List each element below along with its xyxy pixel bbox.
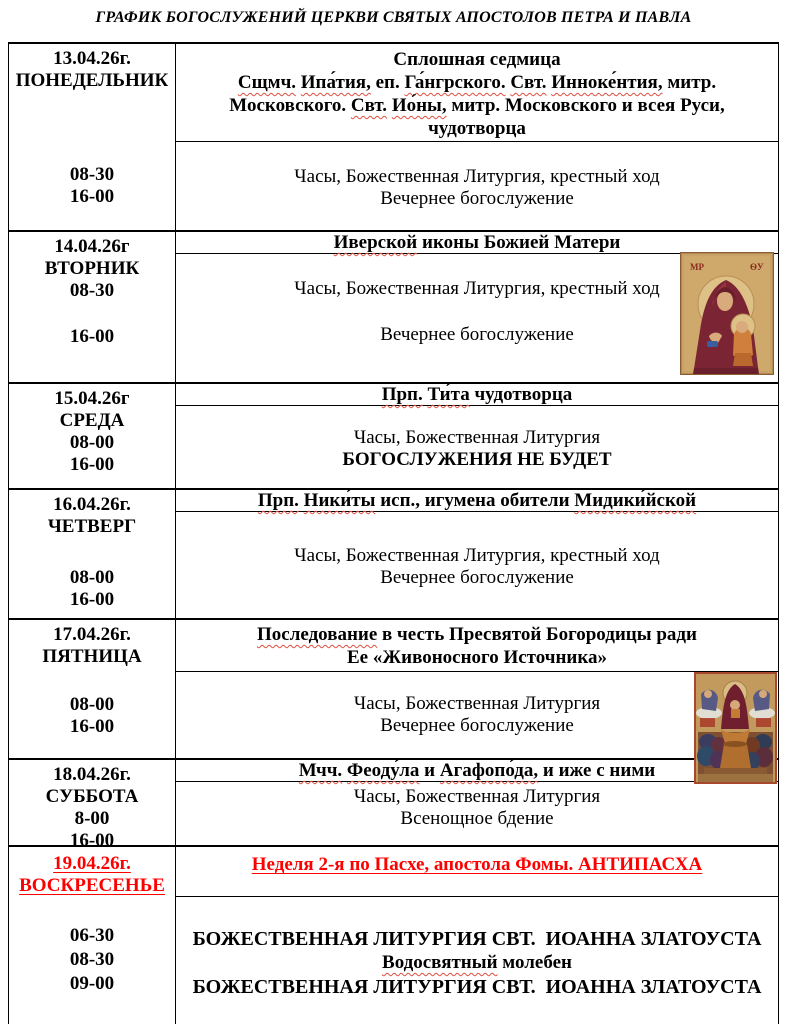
date-label: 19.04.26г. bbox=[53, 853, 131, 874]
date-cell bbox=[9, 620, 176, 758]
weekday-label: СРЕДА bbox=[59, 410, 125, 431]
date-cell bbox=[9, 384, 176, 488]
feast-line: чудотворца bbox=[428, 118, 526, 139]
page-title: ГРАФИК БОГОСЛУЖЕНИЙ ЦЕРКВИ СВЯТЫХ АПОСТОЛОВ ПЕТРА И ПАВЛА bbox=[95, 9, 692, 26]
service-line: Вечернее богослужение bbox=[380, 715, 574, 736]
service-line: БОГОСЛУЖЕНИЯ НЕ БУДЕТ bbox=[342, 449, 612, 470]
schedule-row-sunday bbox=[9, 847, 778, 1024]
service-line: Часы, Божественная Литургия bbox=[353, 786, 601, 807]
date-cell bbox=[9, 847, 176, 1024]
service-line: Часы, Божественная Литургия, крестный ход bbox=[294, 545, 660, 566]
service-line: Часы, Божественная Литургия, крестный ход bbox=[294, 278, 660, 299]
feast-title bbox=[176, 232, 778, 254]
date-label: 17.04.26г. bbox=[53, 624, 131, 645]
schedule-row-friday bbox=[9, 620, 778, 760]
time-label: 8-00 bbox=[74, 808, 110, 829]
date-label: 15.04.26г bbox=[54, 388, 130, 409]
feast-line: Московского. Свт. Ио́ны, митр. Московского и всея Руси, bbox=[229, 95, 725, 116]
schedule-row-thursday bbox=[9, 490, 778, 620]
date-cell bbox=[9, 44, 176, 230]
time-label: 08-30 bbox=[69, 164, 115, 185]
time-label: 08-00 bbox=[69, 432, 115, 453]
feast-line: Мчч. Феоду́ла и Агафопо́да, и иже с ними bbox=[298, 760, 656, 781]
time-label: 09-00 bbox=[69, 973, 115, 994]
time-label: 06-30 bbox=[69, 925, 115, 946]
date-label: 16.04.26г. bbox=[53, 494, 131, 515]
feast-line: Сплошная седмица bbox=[393, 49, 561, 70]
feast-title bbox=[176, 384, 778, 406]
feast-title bbox=[176, 760, 778, 782]
services-cell bbox=[176, 672, 778, 758]
weekday-label: ПЯТНИЦА bbox=[42, 646, 142, 667]
time-label: 16-00 bbox=[69, 326, 115, 347]
day-details-cell bbox=[176, 384, 778, 488]
service-line: Вечернее богослужение bbox=[380, 567, 574, 588]
services-cell bbox=[176, 897, 778, 1024]
date-label: 14.04.26г bbox=[54, 236, 130, 257]
time-label: 16-00 bbox=[69, 830, 115, 851]
services-cell bbox=[176, 782, 778, 845]
feast-line: Прп. Ники́ты исп., игумена обители Мидики́йской bbox=[257, 490, 697, 511]
icon-inscription: ѲУ bbox=[750, 262, 764, 272]
service-line: Часы, Божественная Литургия bbox=[353, 693, 601, 714]
service-line: Часы, Божественная Литургия bbox=[353, 427, 601, 448]
time-label: 16-00 bbox=[69, 716, 115, 737]
day-details-cell bbox=[176, 44, 778, 230]
weekday-label: СУББОТА bbox=[45, 786, 139, 807]
service-line: Всенощное бдение bbox=[400, 808, 554, 829]
weekday-label: ВОСКРЕСЕНЬЕ bbox=[19, 875, 165, 896]
time-label: 08-00 bbox=[69, 694, 115, 715]
schedule-table bbox=[8, 42, 779, 1024]
service-line: БОЖЕСТВЕННАЯ ЛИТУРГИЯ СВТ. ИОАННА ЗЛАТОУСТА bbox=[192, 976, 762, 998]
services-cell bbox=[176, 142, 778, 230]
feast-line: Ее «Живоносного Источника» bbox=[346, 647, 608, 668]
feast-title bbox=[176, 44, 778, 142]
feast-line: Иверской иконы Божией Матери bbox=[333, 232, 621, 253]
feast-title bbox=[176, 847, 778, 897]
time-label: 08-00 bbox=[69, 567, 115, 588]
icon-inscription: МР bbox=[690, 262, 704, 272]
services-cell bbox=[176, 406, 778, 488]
day-details-cell bbox=[176, 490, 778, 618]
feast-line: Неделя 2-я по Пасхе, апостола Фомы. АНТИПАСХА bbox=[251, 854, 703, 875]
service-line: Вечернее богослужение bbox=[380, 324, 574, 345]
date-cell bbox=[9, 760, 176, 851]
date-label: 18.04.26г. bbox=[53, 764, 131, 785]
services-cell bbox=[176, 512, 778, 618]
time-label: 16-00 bbox=[69, 454, 115, 475]
day-details-cell bbox=[176, 620, 778, 758]
schedule-row-monday bbox=[9, 44, 778, 232]
feast-line: Сщмч. Ипа́тия, еп. Га́нгрского. Свт. Инноке́нтия, митр. bbox=[237, 72, 717, 93]
weekday-label: ВТОРНИК bbox=[44, 258, 140, 279]
schedule-row-tuesday bbox=[9, 232, 778, 384]
schedule-row-wednesday bbox=[9, 384, 778, 490]
feast-title bbox=[176, 620, 778, 672]
theotokos-iverskaya-icon bbox=[680, 252, 774, 375]
feast-line: Последование в честь Пресвятой Богородицы ради bbox=[257, 624, 697, 645]
time-label: 08-30 bbox=[69, 949, 115, 970]
date-cell bbox=[9, 490, 176, 618]
date-cell bbox=[9, 232, 176, 382]
service-line: Водосвятный молебен bbox=[382, 952, 572, 973]
service-line: Вечернее богослужение bbox=[380, 188, 574, 209]
day-details-cell bbox=[176, 760, 778, 845]
feast-title bbox=[176, 490, 778, 512]
day-details-cell bbox=[176, 847, 778, 1024]
time-label: 16-00 bbox=[69, 589, 115, 610]
date-label: 13.04.26г. bbox=[53, 48, 131, 69]
time-label: 08-30 bbox=[69, 280, 115, 301]
weekday-label: ПОНЕДЕЛЬНИК bbox=[15, 70, 169, 91]
life-giving-spring-icon bbox=[694, 672, 777, 784]
service-line: Часы, Божественная Литургия, крестный ход bbox=[294, 166, 660, 187]
service-line: БОЖЕСТВЕННАЯ ЛИТУРГИЯ СВТ. ИОАННА ЗЛАТОУСТА bbox=[192, 928, 762, 950]
feast-line: Прп. Ти́та чудотворца bbox=[381, 384, 573, 405]
time-label: 16-00 bbox=[69, 186, 115, 207]
weekday-label: ЧЕТВЕРГ bbox=[47, 516, 137, 537]
schedule-row-saturday bbox=[9, 760, 778, 851]
